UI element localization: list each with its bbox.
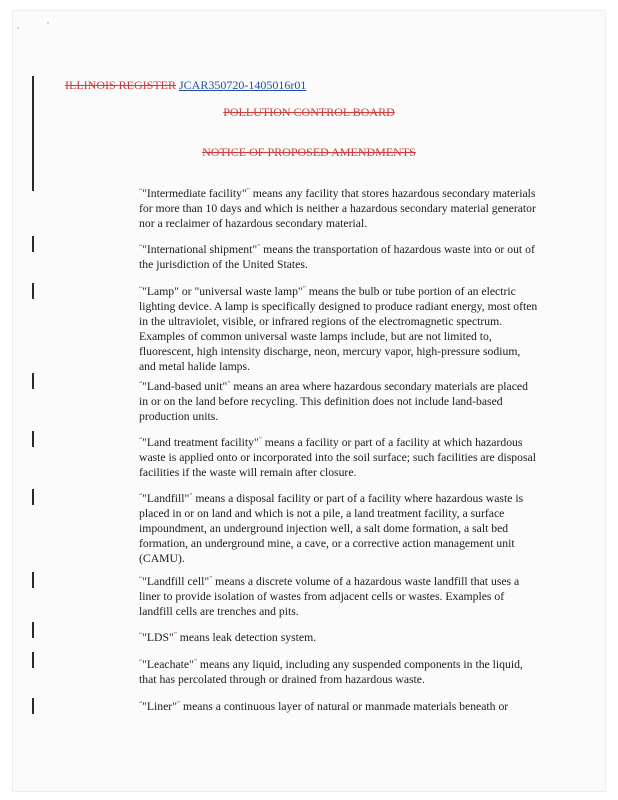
definition-text: means the bulb or tube portion of an electric lighting device. A lamp is specifically designed to produce radiant energy, most often in the ultraviolet, visible, or infrared regions of the electromagnetic spectrum. Examples of common universal waste lamps include, but are not limited to, fluorescent, high intensity discharge, neon, mercury vapor, high-pressure sodium, and metal halide lamps. [139,285,538,373]
definition-term: "Lamp" or "universal waste lamp" [142,285,303,298]
definition-intermediate-facility: “"Intermediate facility"” means any facility that stores hazardous secondary materials for more than 10 days and which is neither a hazardous secondary material generator nor a reclaimer of hazardous secondary material. [139,187,536,230]
definition-land-based-unit: “"Land-based unit"” means an area where hazardous secondary materials are placed in or on the land before recycling. This definition does not include land-based production units. [139,380,528,423]
definition-international-shipment: “"International shipment"” means the transportation of hazardous waste into or out of the jurisdiction of the United States. [139,243,535,271]
definition-text: means leak detection system. [179,631,317,644]
revision-bar [32,236,34,252]
definition-liner: “"Liner"” means a continuous layer of natural or manmade materials beneath or [139,700,509,713]
board-title: POLLUTION CONTROL BOARD [223,105,395,119]
definition-term: "Land treatment facility" [142,436,259,449]
notice-title: NOTICE OF PROPOSED AMENDMENTS [202,145,416,159]
revision-bar [32,652,34,668]
definition-text: means a disposal facility or part of a facility where hazardous waste is placed in or on land and which is not a pile, a land treatment facility, a surface impoundment, an underground injection well, a salt dome formation, a salt bed formation, an underground mine, a cave, or a corrective action management unit (CAMU). [139,492,524,565]
definition-leachate: “"Leachate"” means any liquid, including any suspended components in the liquid, that has percolated through or drained from hazardous waste. [139,658,523,686]
definition-term: "Intermediate facility" [142,187,247,200]
revision-bar [32,489,34,505]
definition-term: "International shipment" [142,243,258,256]
definition-term: "LDS" [142,631,174,644]
definition-term: "Landfill" [142,492,190,505]
revision-bar [32,373,34,389]
definition-landfill: “"Landfill"” means a disposal facility or part of a facility where hazardous waste is placed in or on land and which is not a pile, a land treatment facility, a surface impoundment, an underground injection well, a salt dome formation, a salt bed formation, an underground mine, a cave, or a corrective action management unit (CAMU). [139,492,524,565]
definition-landfill-cell: “"Landfill cell"” means a discrete volume of a hazardous waste landfill that uses a liner to provide isolation of wastes from adjacent cells or wastes. Examples of landfill cells are trenches and pits. [139,575,520,618]
revision-bar [32,572,34,588]
revision-bar [32,622,34,638]
definition-text: means a continuous layer of natural or manmade materials beneath or [183,700,509,713]
revision-bar [32,283,34,299]
definition-term: "Leachate" [142,658,194,671]
definition-text: means any liquid, including any suspended components in the liquid, that has percolated through or drained from hazardous waste. [139,658,523,686]
definition-land-treatment-facility: “"Land treatment facility"” means a facility or part of a facility at which hazardous waste is applied onto or incorporated into the soil surface; such facilities are disposal facilities if the waste will remain after closure. [139,436,536,479]
register-header [65,78,306,93]
definition-term: "Landfill cell" [142,575,210,588]
register-struck: ILLINOIS REGISTER [65,78,176,92]
revision-bar [32,76,34,191]
definition-text: means an area where hazardous secondary materials are placed in or on the land before recycling. This definition does not include land-based production units. [139,380,528,423]
definition-text: means any facility that stores hazardous secondary materials for more than 10 days and which is neither a hazardous secondary material generator nor a reclaimer of hazardous secondary material. [139,187,536,230]
revision-bar [32,698,34,714]
scan-speck [17,27,19,29]
definition-lamp: “"Lamp" or "universal waste lamp"” means the bulb or tube portion of an electric lighting device. A lamp is specifically designed to produce radiant energy, most often in the ultraviolet, visible, or infrared regions of the electromagnetic spectrum. Examples of common universal waste lamps include, but are not limited to, fluorescent, high intensity discharge, neon, mercury vapor, high-pressure sodium, and metal halide lamps. [139,285,538,373]
definition-text: means a discrete volume of a hazardous waste landfill that uses a liner to provide isolation of wastes from adjacent cells or wastes. Examples of landfill cells are trenches and pits. [139,575,520,618]
definition-term: "Liner" [142,700,177,713]
scan-speck [47,22,49,24]
register-inserted: JCAR350720-1405016r01 [179,78,307,92]
definition-text: means a facility or part of a facility at which hazardous waste is applied onto or incorporated into the soil surface; such facilities are disposal facilities if the waste will remain after closure. [139,436,536,479]
revision-bar [32,431,34,447]
definition-term: "Land-based unit" [142,380,228,393]
definition-lds: “"LDS"” means leak detection system. [139,631,317,644]
definition-text: means the transportation of hazardous waste into or out of the jurisdiction of the United States. [139,243,535,271]
